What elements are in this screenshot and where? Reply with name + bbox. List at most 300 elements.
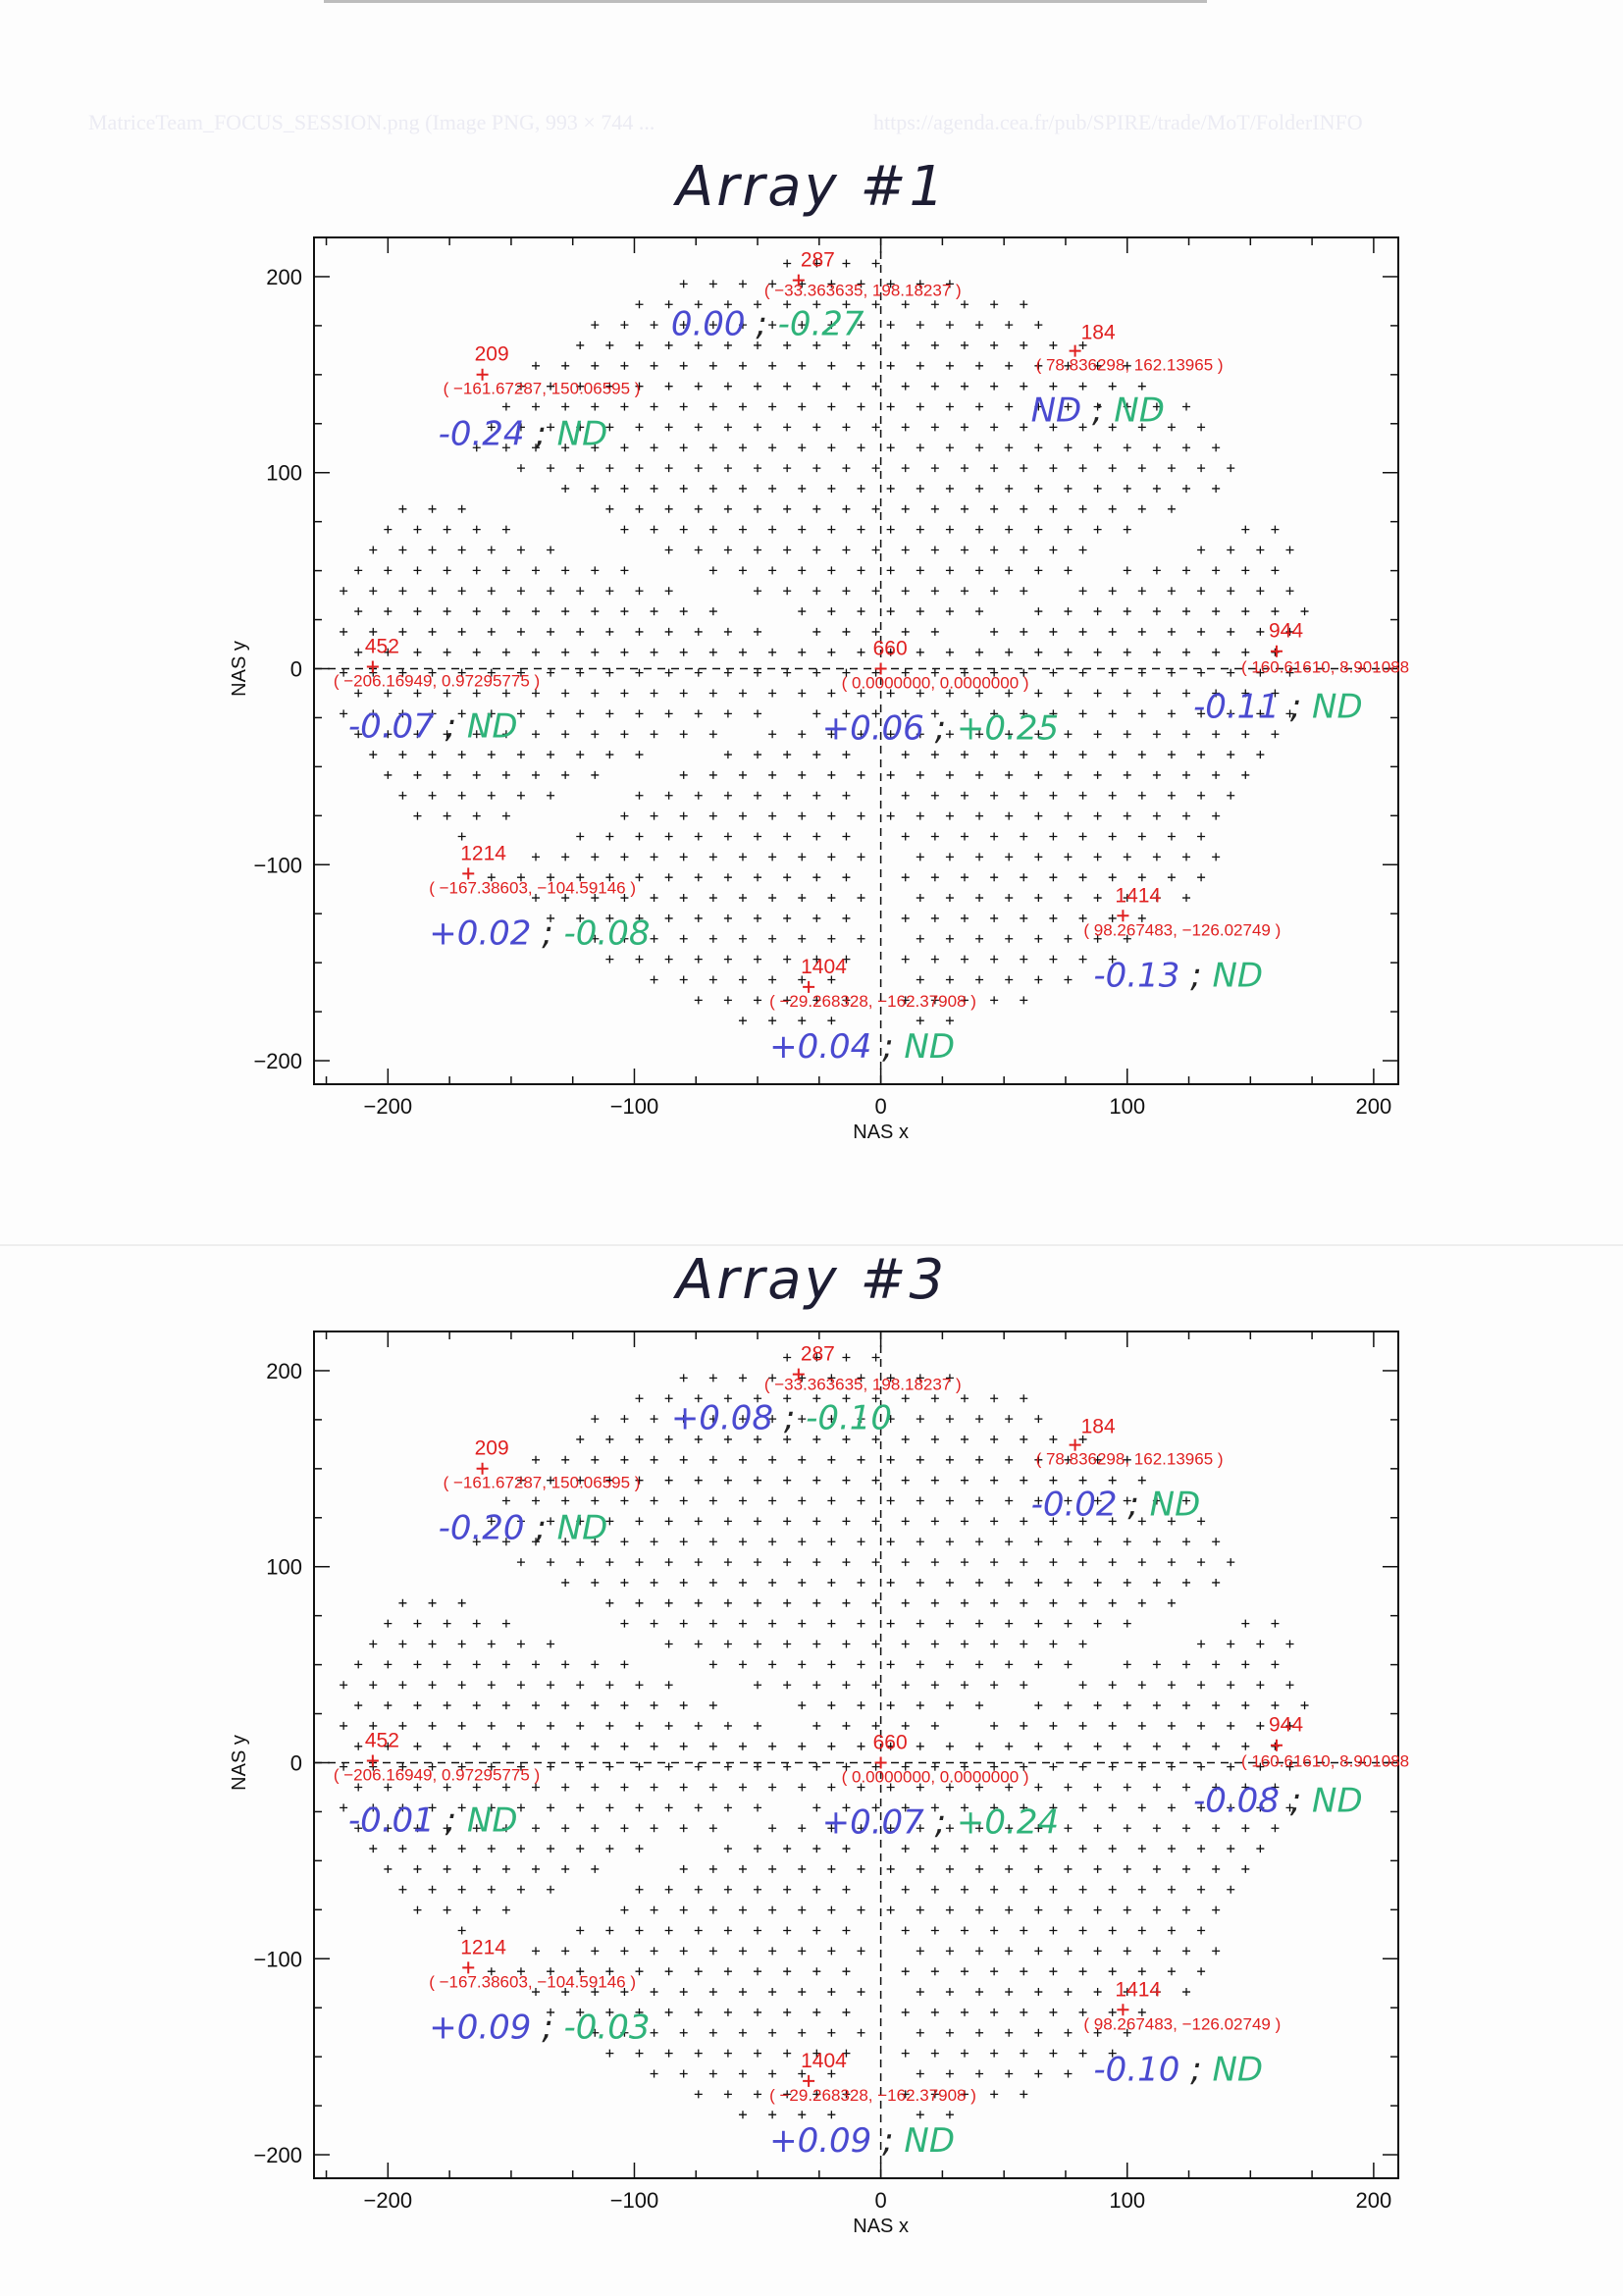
handwritten-value-green: -0.10 bbox=[806, 1398, 893, 1438]
pixel-marker bbox=[724, 1926, 732, 1934]
pixel-marker bbox=[1034, 2029, 1042, 2037]
pixel-marker bbox=[768, 1456, 776, 1464]
scan-edge-line bbox=[324, 0, 1207, 3]
pixel-marker bbox=[812, 587, 820, 595]
pixel-marker bbox=[1034, 1660, 1042, 1668]
pixel-marker bbox=[858, 1497, 865, 1505]
pixel-marker bbox=[1271, 607, 1279, 615]
pixel-marker bbox=[739, 403, 747, 411]
pixel-marker bbox=[739, 1579, 747, 1587]
pixel-marker bbox=[916, 526, 924, 534]
pixel-marker bbox=[768, 1824, 776, 1832]
pixel-marker bbox=[842, 914, 850, 922]
pixel-marker bbox=[768, 566, 776, 574]
pixel-marker bbox=[858, 649, 865, 656]
pixel-marker bbox=[1286, 1681, 1294, 1689]
pixel-marker bbox=[444, 649, 451, 656]
pixel-marker bbox=[1197, 1558, 1205, 1566]
pixel-marker bbox=[429, 505, 437, 513]
pixel-marker bbox=[354, 607, 362, 615]
pixel-marker bbox=[1124, 730, 1131, 738]
pixel-marker bbox=[591, 566, 599, 574]
pixel-marker bbox=[1241, 566, 1249, 574]
pixel-marker bbox=[398, 1845, 406, 1852]
pixel-marker bbox=[739, 566, 747, 574]
pixel-marker bbox=[783, 1926, 791, 1934]
pixel-marker bbox=[651, 444, 658, 451]
pixel-marker bbox=[340, 709, 347, 717]
pixel-marker bbox=[1079, 1558, 1087, 1566]
pixel-marker bbox=[858, 1701, 865, 1709]
pixel-marker bbox=[916, 1660, 924, 1668]
pixel-marker bbox=[931, 464, 939, 472]
handwritten-value-green: ND bbox=[466, 1800, 518, 1841]
pixel-marker bbox=[768, 1865, 776, 1873]
pixel-marker bbox=[887, 485, 895, 493]
pixel-marker bbox=[1034, 853, 1042, 861]
pixel-marker bbox=[739, 935, 747, 943]
pixel-marker bbox=[916, 1988, 924, 1996]
pixel-marker bbox=[1079, 1886, 1087, 1894]
pixel-marker bbox=[1034, 1743, 1042, 1750]
pixel-marker bbox=[1020, 751, 1027, 758]
pixel-marker bbox=[798, 1906, 806, 1914]
pixel-marker bbox=[1094, 1620, 1102, 1628]
y-tick-label: −100 bbox=[253, 1947, 302, 1972]
pixel-marker bbox=[902, 1722, 910, 1730]
pixel-marker bbox=[961, 1517, 969, 1525]
handwritten-value-blue: +0.09 bbox=[769, 2120, 872, 2161]
handwritten-value-green: ND bbox=[1312, 687, 1363, 727]
pixel-marker bbox=[458, 1641, 466, 1648]
pixel-marker bbox=[1064, 485, 1072, 493]
pixel-marker bbox=[1227, 628, 1234, 636]
pixel-marker bbox=[858, 1579, 865, 1587]
pixel-marker bbox=[1049, 2009, 1057, 2016]
pixel-marker bbox=[724, 547, 732, 554]
pixel-marker bbox=[1138, 464, 1146, 472]
pixel-marker bbox=[916, 853, 924, 861]
pixel-marker bbox=[902, 341, 910, 349]
pixel-marker bbox=[709, 771, 717, 779]
pixel-marker bbox=[887, 1906, 895, 1914]
pixel-marker bbox=[724, 423, 732, 431]
pixel-marker bbox=[931, 751, 939, 758]
pixel-marker bbox=[1079, 464, 1087, 472]
pixel-marker bbox=[990, 628, 998, 636]
pixel-marker bbox=[1064, 1660, 1072, 1668]
pixel-marker bbox=[1094, 812, 1102, 820]
pixel-marker bbox=[1168, 709, 1176, 717]
pixel-marker bbox=[1079, 547, 1087, 554]
pixel-marker bbox=[961, 464, 969, 472]
pixel-marker bbox=[709, 526, 717, 534]
handwritten-separator: ; bbox=[531, 2008, 564, 2048]
pixel-marker bbox=[636, 1722, 644, 1730]
pixel-marker bbox=[827, 649, 835, 656]
pixel-marker bbox=[1094, 1906, 1102, 1914]
pixel-marker bbox=[695, 832, 703, 840]
pixel-marker bbox=[1094, 1743, 1102, 1750]
pixel-marker bbox=[429, 587, 437, 595]
pixel-marker bbox=[1005, 1579, 1013, 1587]
pixel-marker bbox=[517, 587, 525, 595]
pixel-id-label: 1414 bbox=[1115, 1978, 1162, 2002]
handwritten-value-green: ND bbox=[556, 414, 608, 454]
pixel-marker bbox=[665, 423, 673, 431]
pixel-marker bbox=[605, 956, 613, 964]
pixel-marker bbox=[695, 1517, 703, 1525]
pixel-marker bbox=[858, 812, 865, 820]
pixel-marker bbox=[916, 444, 924, 451]
pixel-marker bbox=[398, 751, 406, 758]
pixel-marker bbox=[1182, 403, 1190, 411]
pixel-marker bbox=[916, 1538, 924, 1545]
pixel-marker bbox=[665, 792, 673, 800]
pixel-marker bbox=[990, 832, 998, 840]
pixel-marker bbox=[1064, 526, 1072, 534]
pixel-marker bbox=[1020, 1967, 1027, 1975]
pixel-marker bbox=[1124, 485, 1131, 493]
pixel-marker bbox=[783, 914, 791, 922]
pixel-marker bbox=[651, 1538, 658, 1545]
pixel-marker bbox=[975, 566, 983, 574]
pixel-marker bbox=[591, 1784, 599, 1792]
pixel-marker bbox=[680, 1579, 688, 1587]
handwritten-value-blue: +0.08 bbox=[670, 1398, 774, 1438]
pixel-marker bbox=[916, 1415, 924, 1423]
pixel-marker bbox=[1212, 1660, 1220, 1668]
pixel-marker bbox=[902, 1394, 910, 1402]
pixel-marker bbox=[1020, 1641, 1027, 1648]
pixel-marker bbox=[872, 1599, 880, 1607]
pixel-marker bbox=[975, 607, 983, 615]
pixel-marker bbox=[739, 2069, 747, 2077]
pixel-coordinate-label: ( 78.836298, 162.13965 ) bbox=[1035, 355, 1224, 375]
pixel-marker bbox=[1049, 792, 1057, 800]
pixel-marker bbox=[651, 526, 658, 534]
pixel-marker bbox=[1197, 751, 1205, 758]
pixel-marker bbox=[916, 975, 924, 983]
pixel-marker bbox=[605, 1681, 613, 1689]
handwritten-value-blue: +0.07 bbox=[821, 1802, 924, 1843]
pixel-marker bbox=[1020, 423, 1027, 431]
pixel-marker bbox=[1034, 1620, 1042, 1628]
pixel-marker bbox=[651, 935, 658, 943]
highlighted-pixel-287 bbox=[671, 1343, 962, 1438]
pixel-marker bbox=[340, 1722, 347, 1730]
pixel-marker bbox=[561, 1660, 569, 1668]
y-tick-label: 100 bbox=[266, 1554, 302, 1580]
pixel-marker bbox=[768, 1947, 776, 1955]
pixel-coordinate-label: ( −33.363635, 198.18237 ) bbox=[763, 1375, 962, 1394]
pixel-marker bbox=[812, 832, 820, 840]
pixel-marker bbox=[502, 649, 510, 656]
pixel-marker bbox=[1271, 1620, 1279, 1628]
pixel-marker bbox=[398, 1641, 406, 1648]
pixel-marker bbox=[1049, 341, 1057, 349]
pixel-marker bbox=[709, 975, 717, 983]
pixel-marker bbox=[1153, 730, 1161, 738]
pixel-marker bbox=[1109, 873, 1117, 881]
x-tick-label: −200 bbox=[363, 2188, 413, 2213]
pixel-marker bbox=[444, 812, 451, 820]
pixel-marker bbox=[413, 1906, 421, 1914]
y-tick-label: −100 bbox=[253, 853, 302, 878]
pixel-marker bbox=[695, 1926, 703, 1934]
pixel-marker bbox=[1168, 1967, 1176, 1975]
pixel-marker bbox=[990, 956, 998, 964]
pixel-marker bbox=[502, 607, 510, 615]
handwritten-values bbox=[1031, 1486, 1201, 1525]
pixel-marker bbox=[990, 505, 998, 513]
pixel-marker bbox=[1034, 321, 1042, 329]
pixel-marker bbox=[724, 1477, 732, 1485]
handwritten-value-blue: -0.02 bbox=[1030, 1485, 1118, 1525]
pixel-marker bbox=[1049, 383, 1057, 391]
pixel-marker bbox=[754, 832, 761, 840]
pixel-marker bbox=[1227, 669, 1234, 677]
pixel-marker bbox=[827, 771, 835, 779]
pixel-marker bbox=[398, 505, 406, 513]
pixel-marker bbox=[990, 751, 998, 758]
pixel-marker bbox=[990, 300, 998, 308]
pixel-marker bbox=[1094, 1579, 1102, 1587]
pixel-marker bbox=[1064, 1906, 1072, 1914]
pixel-marker bbox=[798, 812, 806, 820]
pixel-marker bbox=[547, 547, 554, 554]
pixel-marker bbox=[561, 1497, 569, 1505]
pixel-marker bbox=[961, 1926, 969, 1934]
pixel-marker bbox=[636, 628, 644, 636]
pixel-marker bbox=[680, 1538, 688, 1545]
pixel-marker bbox=[724, 1763, 732, 1771]
pixel-marker bbox=[532, 690, 540, 698]
pixel-marker bbox=[798, 730, 806, 738]
pixel-marker bbox=[902, 1599, 910, 1607]
pixel-marker bbox=[1124, 1947, 1131, 1955]
pixel-marker bbox=[990, 1435, 998, 1443]
pixel-marker bbox=[1020, 1394, 1027, 1402]
pixel-coordinate-label: ( 160.61610, 8.901088 bbox=[1240, 1751, 1410, 1771]
pixel-marker bbox=[488, 1641, 496, 1648]
pixel-marker bbox=[768, 1906, 776, 1914]
pixel-marker bbox=[517, 464, 525, 472]
pixel-marker bbox=[413, 690, 421, 698]
pixel-marker bbox=[1109, 1722, 1117, 1730]
pixel-marker bbox=[902, 2009, 910, 2016]
pixel-marker bbox=[754, 1803, 761, 1811]
pixel-marker bbox=[1182, 566, 1190, 574]
pixel-marker bbox=[384, 1865, 392, 1873]
pixel-marker bbox=[1109, 1477, 1117, 1485]
pixel-marker bbox=[547, 792, 554, 800]
handwritten-value-green: ND bbox=[904, 1026, 956, 1067]
pixel-marker bbox=[1109, 587, 1117, 595]
pixel-marker bbox=[887, 1865, 895, 1873]
pixel-marker bbox=[561, 362, 569, 370]
pixel-marker bbox=[754, 996, 761, 1004]
pixel-marker bbox=[902, 914, 910, 922]
handwritten-values bbox=[671, 1399, 892, 1438]
pixel-marker bbox=[827, 526, 835, 534]
pixel-marker bbox=[561, 690, 569, 698]
pixel-marker bbox=[651, 321, 658, 329]
pixel-marker bbox=[709, 812, 717, 820]
pixel-marker bbox=[858, 853, 865, 861]
pixel-marker bbox=[1124, 1865, 1131, 1873]
pixel-marker bbox=[931, 1641, 939, 1648]
pixel-marker bbox=[1020, 832, 1027, 840]
pixel-marker bbox=[502, 1701, 510, 1709]
pixel-marker bbox=[768, 2029, 776, 2037]
pixel-marker bbox=[561, 1579, 569, 1587]
pixel-marker bbox=[340, 587, 347, 595]
pixel-marker bbox=[946, 1456, 954, 1464]
pixel-marker bbox=[990, 1517, 998, 1525]
pixel-marker bbox=[709, 1988, 717, 1996]
pixel-marker bbox=[754, 2009, 761, 2016]
pixel-marker bbox=[1124, 566, 1131, 574]
handwritten-separator: ; bbox=[923, 1802, 957, 1843]
pixel-marker bbox=[812, 547, 820, 554]
pixel-marker bbox=[990, 1926, 998, 1934]
pixel-marker bbox=[576, 464, 584, 472]
pixel-marker bbox=[561, 853, 569, 861]
pixel-marker bbox=[1079, 1722, 1087, 1730]
pixel-marker bbox=[961, 956, 969, 964]
pixel-marker bbox=[842, 505, 850, 513]
pixel-marker bbox=[739, 1743, 747, 1750]
pixel-marker bbox=[413, 1743, 421, 1750]
pixel-marker bbox=[975, 1701, 983, 1709]
pixel-marker bbox=[1212, 771, 1220, 779]
pixel-marker bbox=[812, 1845, 820, 1852]
pixel-id-label: 1414 bbox=[1115, 884, 1162, 908]
pixel-marker bbox=[665, 873, 673, 881]
pixel-marker bbox=[990, 873, 998, 881]
handwritten-values bbox=[769, 1027, 955, 1067]
pixel-marker bbox=[561, 771, 569, 779]
pixel-marker bbox=[695, 709, 703, 717]
pixel-marker bbox=[651, 975, 658, 983]
pixel-marker bbox=[384, 1660, 392, 1668]
pixel-marker bbox=[1153, 1538, 1161, 1545]
pixel-marker bbox=[651, 1824, 658, 1832]
pixel-marker bbox=[1241, 1743, 1249, 1750]
pixel-marker bbox=[1020, 1558, 1027, 1566]
pixel-marker bbox=[665, 669, 673, 677]
pixel-marker bbox=[916, 566, 924, 574]
bleed-through-header-left: MatriceTeam_FOCUS_SESSION.png (Image PNG, 993 × 744 ... bbox=[88, 110, 655, 134]
pixel-marker bbox=[783, 1845, 791, 1852]
pixel-marker bbox=[827, 1701, 835, 1709]
pixel-marker bbox=[680, 2069, 688, 2077]
pixel-marker bbox=[680, 280, 688, 287]
pixel-marker bbox=[1094, 1947, 1102, 1955]
pixel-marker bbox=[680, 485, 688, 493]
pixel-marker bbox=[724, 832, 732, 840]
pixel-marker bbox=[872, 1722, 880, 1730]
pixel-marker bbox=[532, 607, 540, 615]
pixel-marker bbox=[636, 1803, 644, 1811]
pixel-marker bbox=[858, 1538, 865, 1545]
pixel-marker bbox=[754, 709, 761, 717]
pixel-marker bbox=[517, 1558, 525, 1566]
y-axis-label: NAS y bbox=[229, 641, 250, 697]
pixel-marker bbox=[1286, 587, 1294, 595]
pixel-marker bbox=[961, 1845, 969, 1852]
pixel-marker bbox=[916, 649, 924, 656]
pixel-marker bbox=[636, 1435, 644, 1443]
pixel-marker bbox=[961, 2009, 969, 2016]
pixel-marker bbox=[1197, 587, 1205, 595]
pixel-marker bbox=[931, 1435, 939, 1443]
pixel-marker bbox=[1005, 1456, 1013, 1464]
y-tick-label: −200 bbox=[253, 2143, 302, 2168]
pixel-marker bbox=[1005, 853, 1013, 861]
pixel-marker bbox=[680, 690, 688, 698]
pixel-marker bbox=[1271, 566, 1279, 574]
pixel-marker bbox=[665, 1517, 673, 1525]
pixel-marker bbox=[517, 1641, 525, 1648]
pixel-marker bbox=[1168, 1599, 1176, 1607]
pixel-marker bbox=[709, 1660, 717, 1668]
pixel-marker bbox=[827, 485, 835, 493]
pixel-marker bbox=[1034, 607, 1042, 615]
pixel-marker bbox=[768, 403, 776, 411]
pixel-marker bbox=[1212, 444, 1220, 451]
pixel-marker bbox=[827, 1784, 835, 1792]
pixel-marker bbox=[1182, 649, 1190, 656]
pixel-marker bbox=[961, 423, 969, 431]
pixel-marker bbox=[961, 587, 969, 595]
pixel-marker bbox=[709, 1743, 717, 1750]
pixel-marker bbox=[517, 709, 525, 717]
pixel-marker bbox=[842, 1926, 850, 1934]
pixel-marker bbox=[1005, 1660, 1013, 1668]
pixel-marker bbox=[739, 1784, 747, 1792]
pixel-marker bbox=[1182, 1906, 1190, 1914]
pixel-marker bbox=[576, 669, 584, 677]
pixel-marker bbox=[739, 1620, 747, 1628]
pixel-marker bbox=[636, 423, 644, 431]
pixel-marker bbox=[739, 771, 747, 779]
handwritten-value-blue: -0.07 bbox=[347, 706, 435, 747]
pixel-marker bbox=[473, 1865, 481, 1873]
pixel-marker bbox=[636, 709, 644, 717]
pixel-marker bbox=[695, 1886, 703, 1894]
pixel-marker bbox=[532, 1456, 540, 1464]
pixel-marker bbox=[1049, 628, 1057, 636]
y-tick-label: −200 bbox=[253, 1049, 302, 1074]
pixel-marker bbox=[1153, 771, 1161, 779]
pixel-marker bbox=[429, 751, 437, 758]
pixel-marker bbox=[1049, 1886, 1057, 1894]
pixel-id-label: 287 bbox=[800, 248, 835, 272]
pixel-marker bbox=[827, 1743, 835, 1750]
pixel-marker bbox=[1005, 812, 1013, 820]
pixel-marker bbox=[709, 1579, 717, 1587]
pixel-marker bbox=[1094, 1701, 1102, 1709]
pixel-marker bbox=[887, 566, 895, 574]
pixel-marker bbox=[961, 383, 969, 391]
pixel-marker bbox=[1020, 1681, 1027, 1689]
pixel-marker bbox=[1168, 1722, 1176, 1730]
pixel-marker bbox=[502, 1865, 510, 1873]
pixel-marker bbox=[1197, 1763, 1205, 1771]
pixel-marker bbox=[858, 1906, 865, 1914]
